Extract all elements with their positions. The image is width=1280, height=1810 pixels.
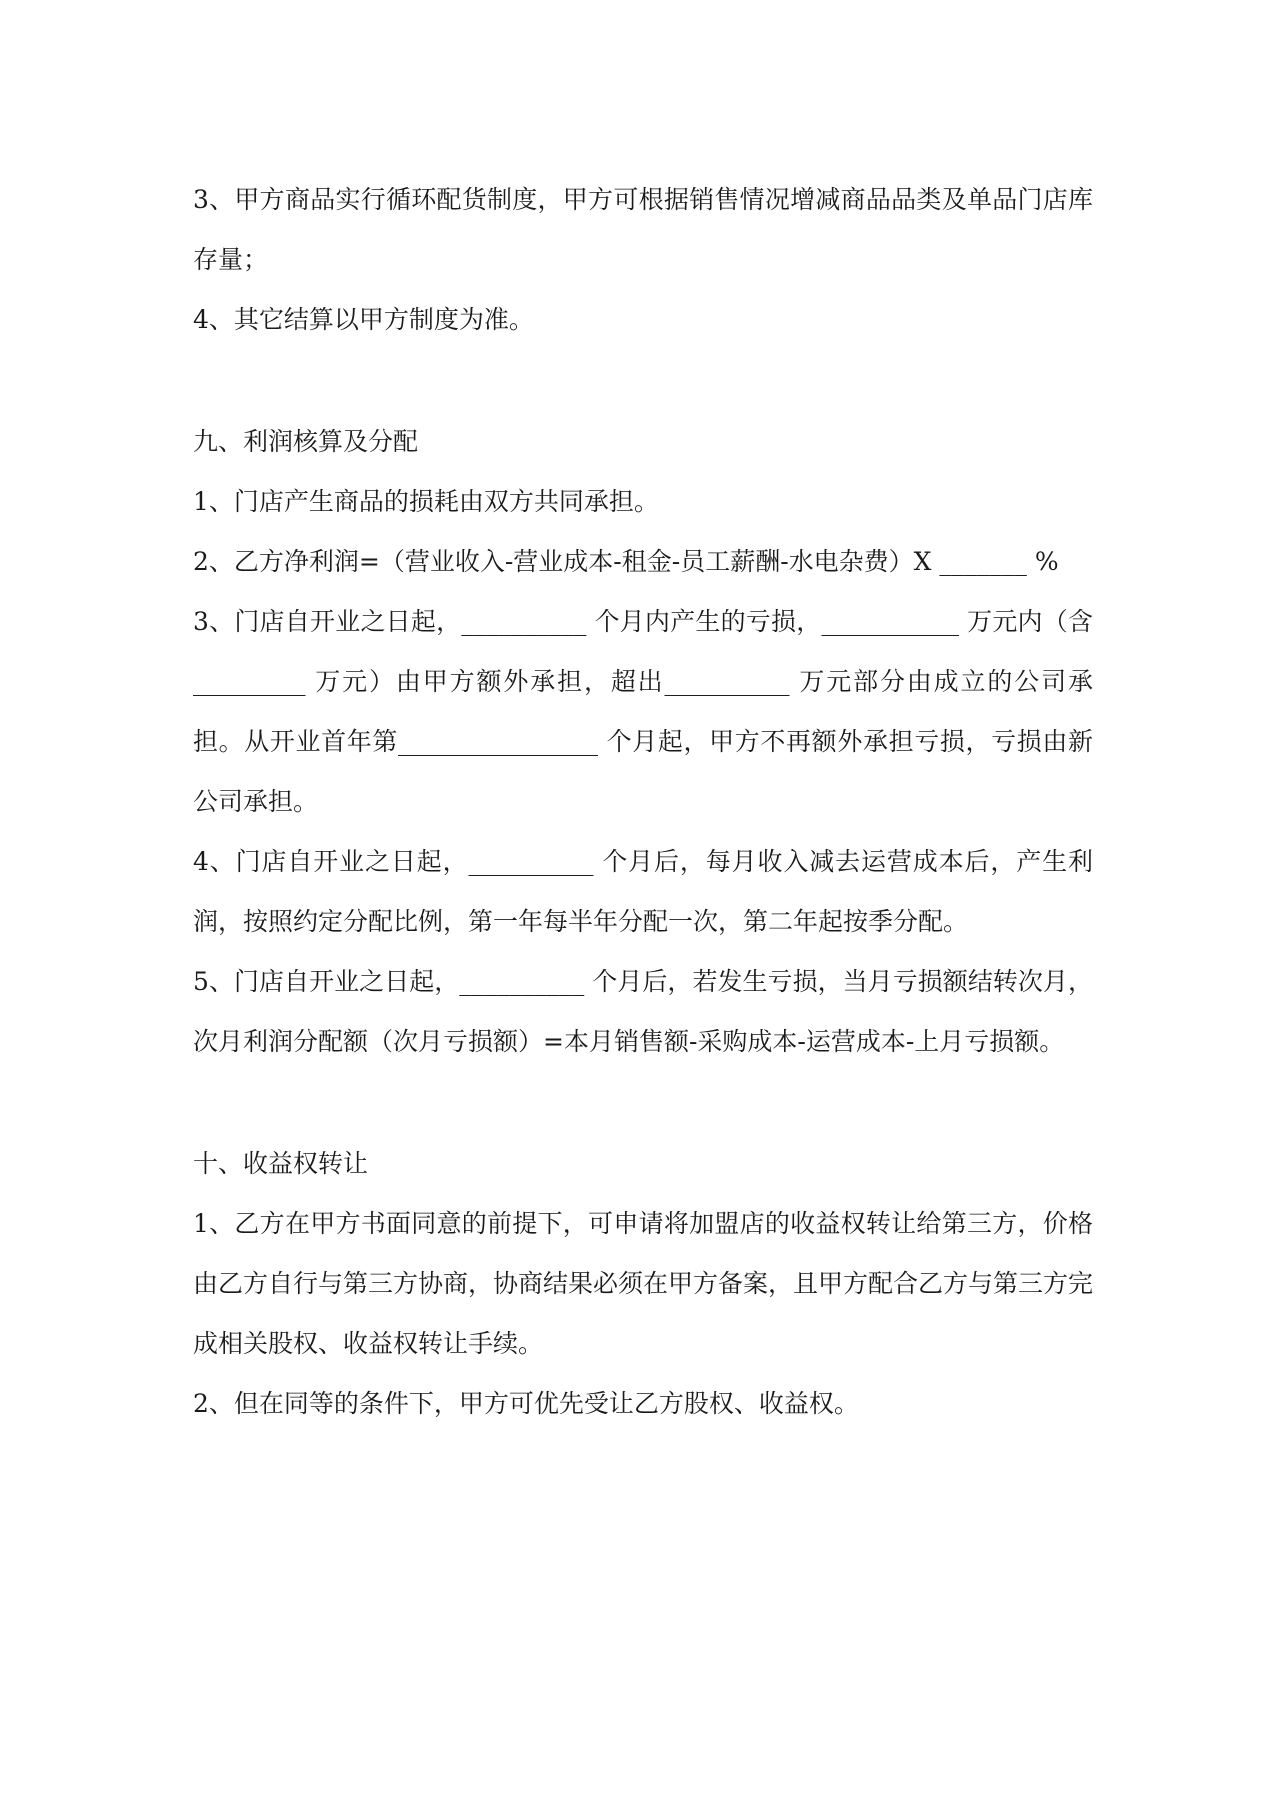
clause-10-2: 2、但在同等的条件下，甲方可优先受让乙方股权、收益权。 — [193, 1389, 859, 1418]
clause-9-1: 1、门店产生商品的损耗由双方共同承担。 — [193, 487, 659, 516]
clause-9-3: 3、门店自开业之日起，__________ 个月内产生的亏损，___________ 万元内（含_________ 万元）由甲方额外承担，超出__________ 万元部分由成立的公司承担。从开业首年第________________ 个月起，甲方不再额外承担亏损，亏损由新公司承担。 — [193, 607, 1093, 816]
clause-9-5: 5、门店自开业之日起，__________ 个月后，若发生亏损，当月亏损额结转次月，次月利润分配额（次月亏损额）=本月销售额-采购成本-运营成本-上月亏损额。 — [193, 967, 1093, 1056]
clause-8-3: 3、甲方商品实行循环配货制度，甲方可根据销售情况增减商品品类及单品门店库存量； — [193, 185, 1093, 274]
clause-9-4: 4、门店自开业之日起，__________ 个月后，每月收入减去运营成本后，产生利润，按照约定分配比例，第一年每半年分配一次，第二年起按季分配。 — [193, 847, 1093, 936]
clause-8-4: 4、其它结算以甲方制度为准。 — [193, 305, 534, 334]
clause-9-2: 2、乙方净利润=（营业收入-营业成本-租金-员工薪酬-水电杂费）X _______ % — [193, 547, 1059, 576]
section-spacer — [193, 350, 1093, 412]
clause-10-1: 1、乙方在甲方书面同意的前提下，可申请将加盟店的收益权转让给第三方，价格由乙方自行与第三方协商，协商结果必须在甲方备案，且甲方配合乙方与第三方完成相关股权、收益权转让手续。 — [193, 1209, 1094, 1358]
document-body — [193, 170, 1093, 1434]
section-9-heading: 九、利润核算及分配 — [193, 427, 419, 456]
section-spacer — [193, 1072, 1093, 1134]
section-10-heading: 十、收益权转让 — [193, 1149, 369, 1178]
